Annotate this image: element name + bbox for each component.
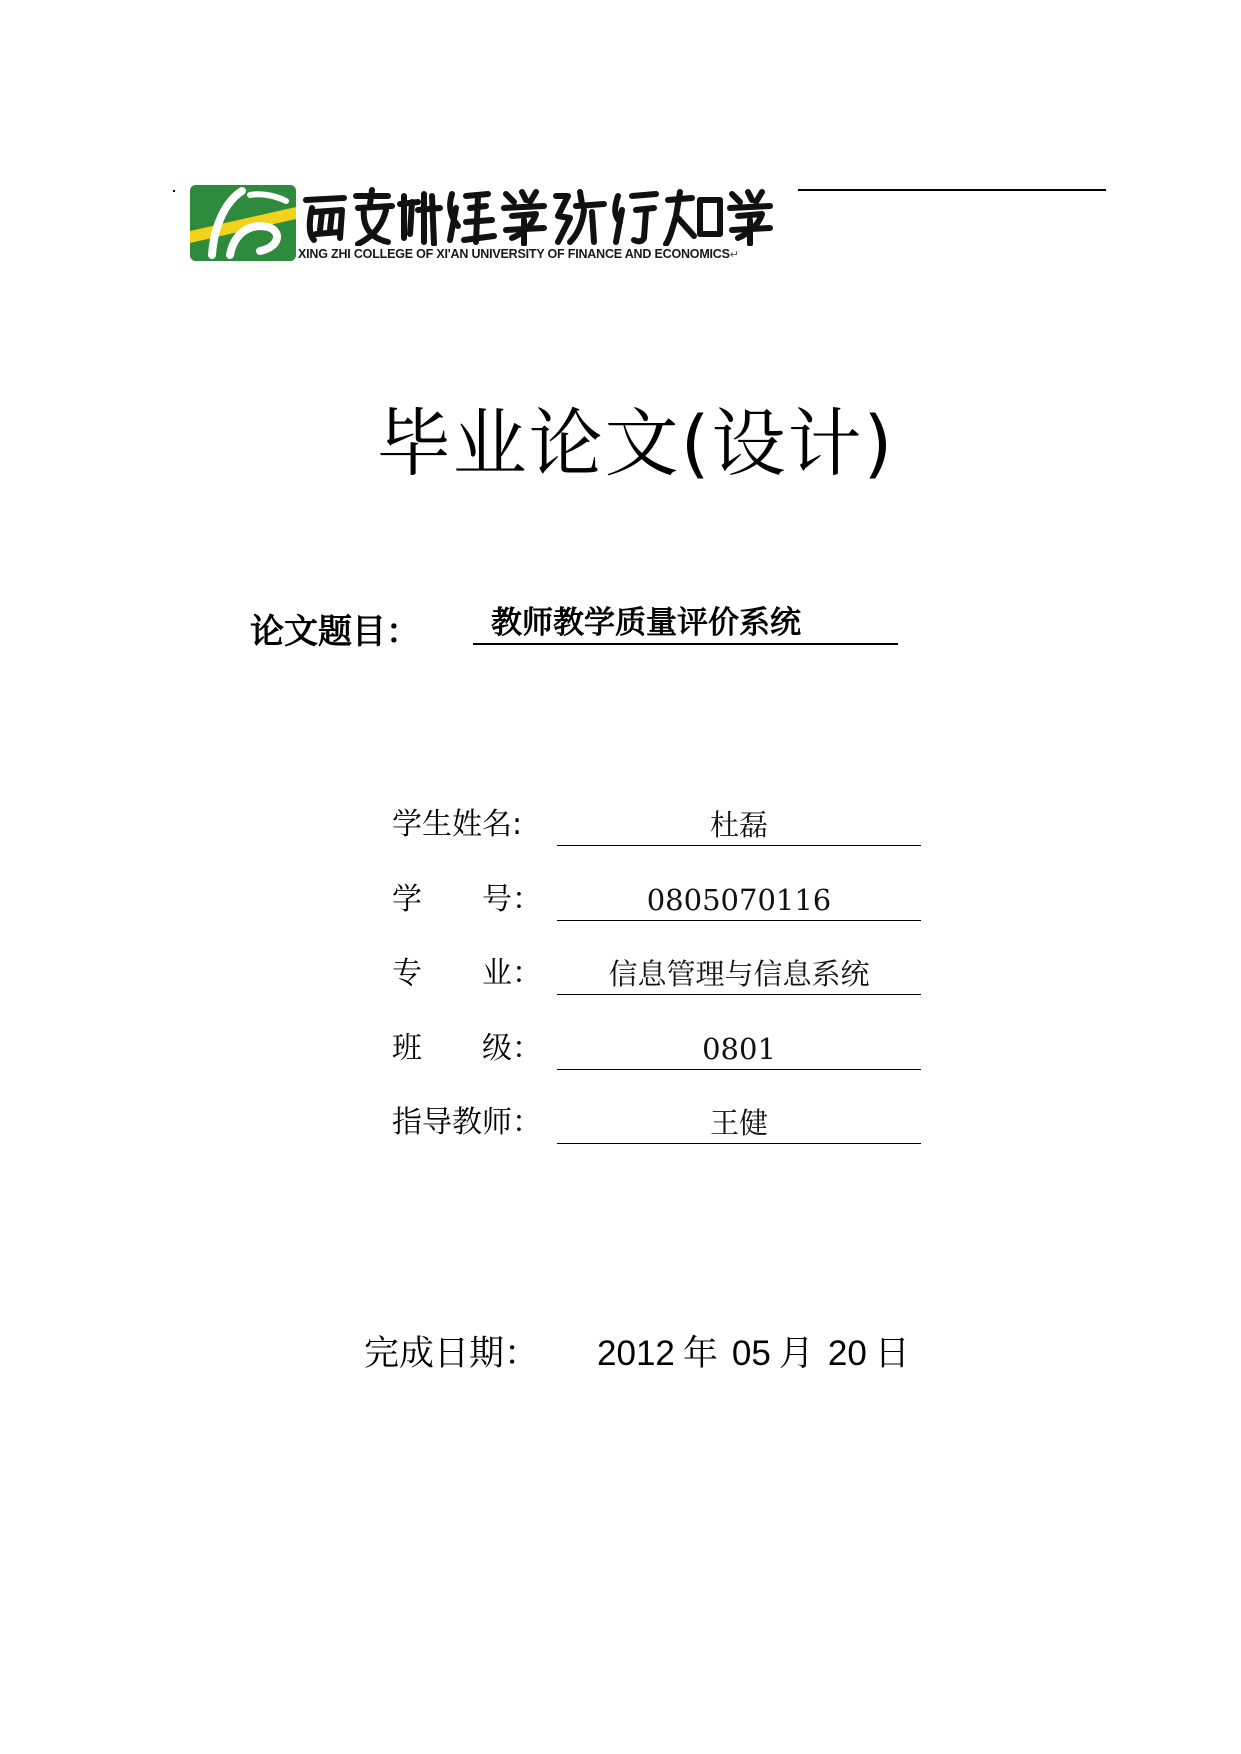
student-name-row	[392, 805, 922, 849]
student-name-label: 学生姓名:	[392, 807, 523, 842]
major-value: 信息管理与信息系统	[557, 954, 921, 995]
day-unit: 日	[874, 1334, 910, 1374]
class-value: 0801	[557, 1029, 921, 1070]
completion-day: 20	[827, 1334, 867, 1373]
college-name-english-text: XING ZHI COLLEGE OF XI'AN UNIVERSITY OF FINANCE AND ECONOMICS	[298, 247, 730, 261]
completion-date	[364, 1326, 924, 1376]
college-logo-icon	[190, 185, 296, 261]
major-row	[392, 954, 922, 998]
completion-date-label: 完成日期：	[364, 1334, 540, 1374]
paragraph-return-mark: ↵	[729, 249, 739, 261]
stray-dot	[173, 190, 175, 192]
major-label: 专 业：	[392, 956, 542, 991]
class-label: 班 级：	[392, 1031, 542, 1066]
completion-year: 2012	[597, 1334, 675, 1373]
completion-month: 05	[731, 1334, 771, 1373]
header-rule-line	[798, 189, 1106, 191]
college-name-english	[298, 247, 739, 261]
thesis-topic-label: 论文题目：	[250, 612, 420, 652]
advisor-row	[392, 1103, 922, 1147]
student-name-value: 杜磊	[557, 805, 921, 846]
class-row	[392, 1029, 922, 1073]
student-id-row	[392, 880, 922, 924]
thesis-topic-value: 教师教学质量评价系统	[473, 605, 898, 645]
student-id-value: 0805070116	[557, 880, 921, 921]
advisor-label: 指导教师：	[392, 1105, 542, 1140]
advisor-value: 王健	[557, 1103, 921, 1144]
page-title: 毕业论文(设计)	[376, 401, 895, 487]
student-id-label: 学 号：	[392, 882, 542, 917]
year-unit: 年	[682, 1334, 718, 1374]
month-unit: 月	[778, 1334, 814, 1374]
college-name-calligraphy	[300, 186, 780, 246]
